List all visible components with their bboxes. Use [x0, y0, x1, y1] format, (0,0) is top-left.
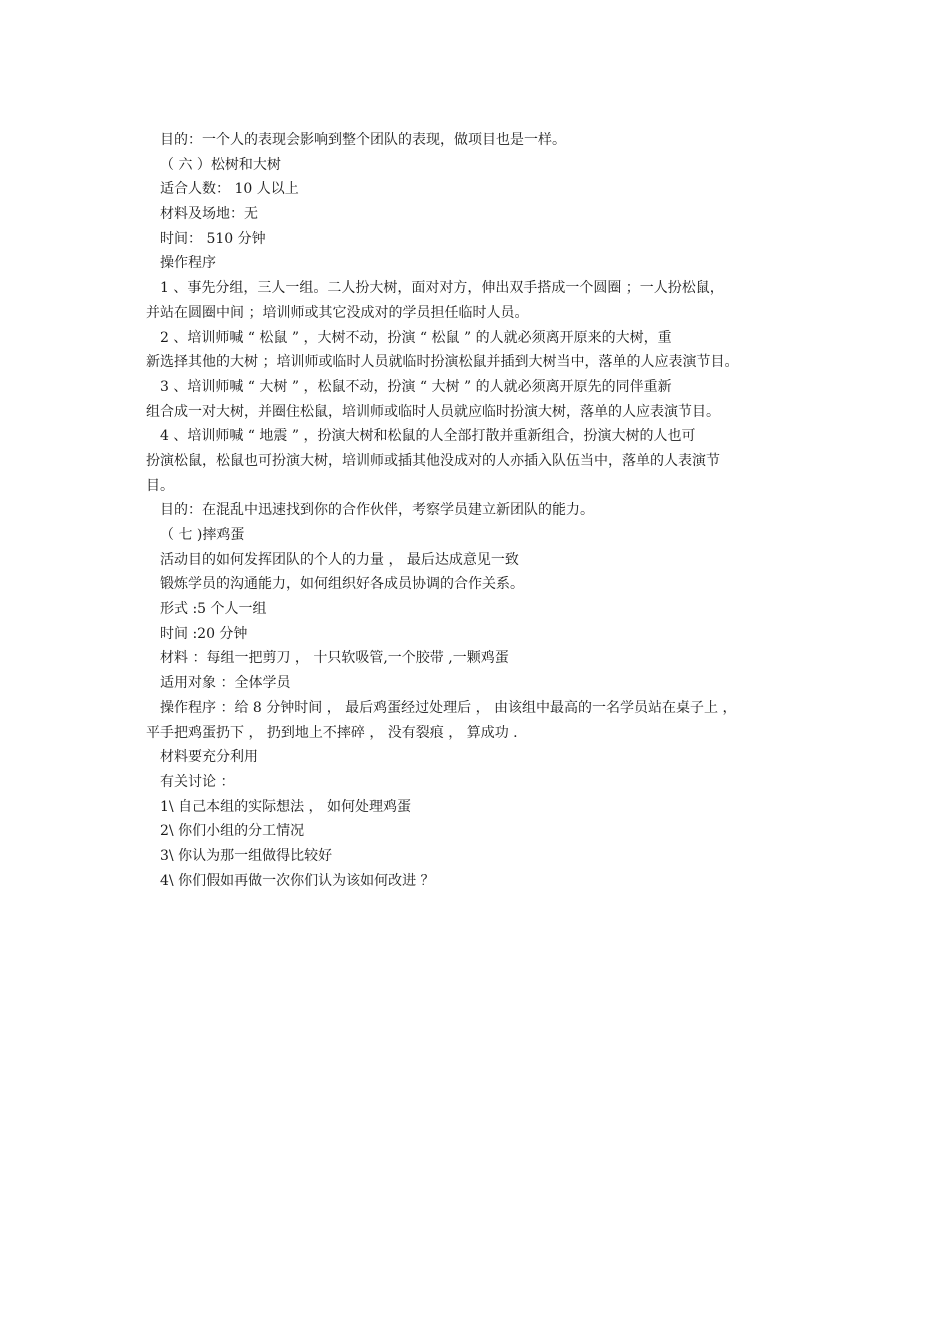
text-line: 材料 ：每组一把剪刀 ， 十只软吸管,一个胶带 ,一颗鸡蛋 — [160, 650, 509, 667]
text-line: 扮演松鼠，松鼠也可扮演大树，培训师或插其他没成对的人亦插入队伍当中，落单的人表演节 — [146, 452, 720, 469]
text-line: 活动目的如何发挥团队的个人的力量 ， 最后达成意见一致 — [160, 551, 519, 568]
text-line: 材料要充分利用 — [160, 749, 258, 766]
list-item: 4\ 你们假如再做一次你们认为该如何改进 ？ — [160, 872, 435, 889]
text-line: 适用对象 ：全体学员 — [160, 675, 291, 692]
text-line: 适合人数： 10 人以上 — [160, 181, 299, 198]
text-line: 目的：一个人的表现会影响到整个团队的表现，做项目也是一样。 — [160, 132, 566, 148]
text-line: 1 、事先分组，三人一组。二人扮大树，面对对方，伸出双手搭成一个圆圈 ；一人扮松鼠， — [160, 280, 724, 297]
text-line: 操作程序 ：给 8 分钟时间 ， 最后鸡蛋经过处理后 ， 由该组中最高的一名学员站在桌子上 ， — [160, 699, 737, 716]
text-line: 时间 :20 分钟 — [160, 625, 248, 642]
list-item: 3\ 你认为那一组做得比较好 — [160, 847, 333, 864]
list-item: 2\ 你们小组的分工情况 — [160, 823, 305, 840]
text-line: 目的：在混乱中迅速找到你的合作伙伴，考察学员建立新团队的能力。 — [160, 502, 594, 519]
text-line: 3 、培训师喊 “ 大树 ” ，松鼠不动，扮演 “ 大树 ” 的人就必须离开原先的同伴重新 — [160, 378, 672, 395]
text-line: 材料及场地：无 — [160, 206, 258, 223]
text-line: 组合成一对大树，并圈住松鼠，培训师或临时人员就应临时扮演大树，落单的人应表演节目。 — [146, 403, 720, 420]
text-line: 新选择其他的大树 ；培训师或临时人员就临时扮演松鼠并插到大树当中，落单的人应表演节目。 — [146, 354, 739, 371]
text-line: 锻炼学员的沟通能力，如何组织好各成员协调的合作关系。 — [160, 576, 524, 593]
text-line: 2 、培训师喊 “ 松鼠 ” ，大树不动，扮演 “ 松鼠 ” 的人就必须离开原来的大树，重 — [160, 329, 672, 346]
text-line: 操作程序 — [160, 255, 216, 272]
list-item: 1\ 自己本组的实际想法 ， 如何处理鸡蛋 — [160, 798, 411, 815]
text-line: 平手把鸡蛋扔下 ， 扔到地上不摔碎 ， 没有裂痕 ， 算成功 . — [146, 724, 518, 741]
text-line: 时间： 510 分钟 — [160, 230, 266, 247]
document-body — [146, 128, 826, 893]
text-line: 并站在圆圈中间 ；培训师或其它没成对的学员担任临时人员。 — [146, 304, 529, 321]
text-line: 4 、培训师喊 “ 地震 ” ，扮演大树和松鼠的人全部打散并重新组合，扮演大树的人也可 — [160, 428, 696, 445]
text-line: 形式 :5 个人一组 — [160, 601, 267, 618]
section-heading: （ 七 )摔鸡蛋 — [160, 527, 245, 543]
text-line: 有关讨论 ： — [160, 773, 235, 790]
section-heading: （ 六 ）松树和大树 — [160, 156, 281, 173]
text-line: 目。 — [146, 477, 174, 494]
